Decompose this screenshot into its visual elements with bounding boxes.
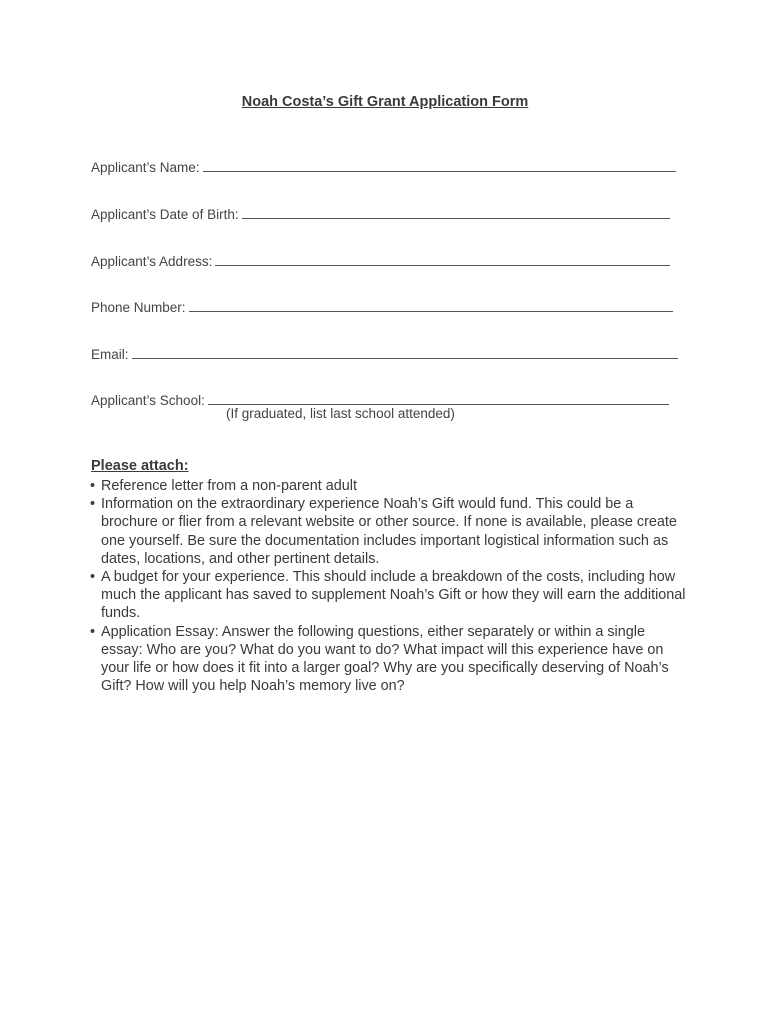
attachment-item [90,477,690,495]
applicant-name-line[interactable] [203,157,676,172]
attachment-item [90,495,690,568]
attachment-item-text: A budget for your experience. This should include a breakdown of the costs, including how much the applicant has saved to supplement Noah’s Gift or how they will earn the additional funds. [101,569,686,622]
attachment-item-text: Information on the extraordinary experience Noah’s Gift would fund. This could be a brochure or flier from a relevant website or other source. If none is available, please create one yourself. Be sure the documentation includes important logistical information such as dates, locations, and other pertinent details. [101,496,677,567]
bullet-icon: • [90,623,96,640]
form-title: Noah Costa’s Gift Grant Application Form [241,94,529,110]
email-label: Email: [91,347,129,362]
address-line[interactable] [215,251,670,266]
address-field [91,251,670,269]
date-of-birth-label: Applicant’s Date of Birth: [91,207,239,222]
applicant-name-field [91,157,676,175]
school-line[interactable] [208,390,669,405]
applicant-name-label: Applicant’s Name: [91,160,200,175]
attachments-list [90,477,690,695]
bullet-icon: • [90,478,96,494]
date-of-birth-line[interactable] [242,204,670,219]
bullet-icon: • [90,496,96,513]
attachments-heading: Please attach: [91,458,189,474]
email-line[interactable] [132,344,678,359]
phone-number-label: Phone Number: [91,300,186,315]
school-hint: (If graduated, list last school attended) [226,406,455,421]
school-label: Applicant’s School: [91,393,205,408]
email-field [91,344,678,362]
attachment-item [90,568,690,623]
date-of-birth-field [91,204,670,222]
address-label: Applicant’s Address: [91,254,213,269]
bullet-icon: • [90,569,96,586]
attachment-item [90,623,690,696]
phone-number-line[interactable] [189,297,673,312]
phone-number-field [91,297,673,315]
attachment-item-text: Application Essay: Answer the following questions, either separately or within a single essay: Who are you? What do you want to do? What impact will this experience have on your life or how does it fit into a larger goal? Why are you specifically deserving of Noah’s Gift? How will you help Noah’s memory live on? [101,623,669,695]
attachment-item-text: Reference letter from a non-parent adult [101,478,357,494]
